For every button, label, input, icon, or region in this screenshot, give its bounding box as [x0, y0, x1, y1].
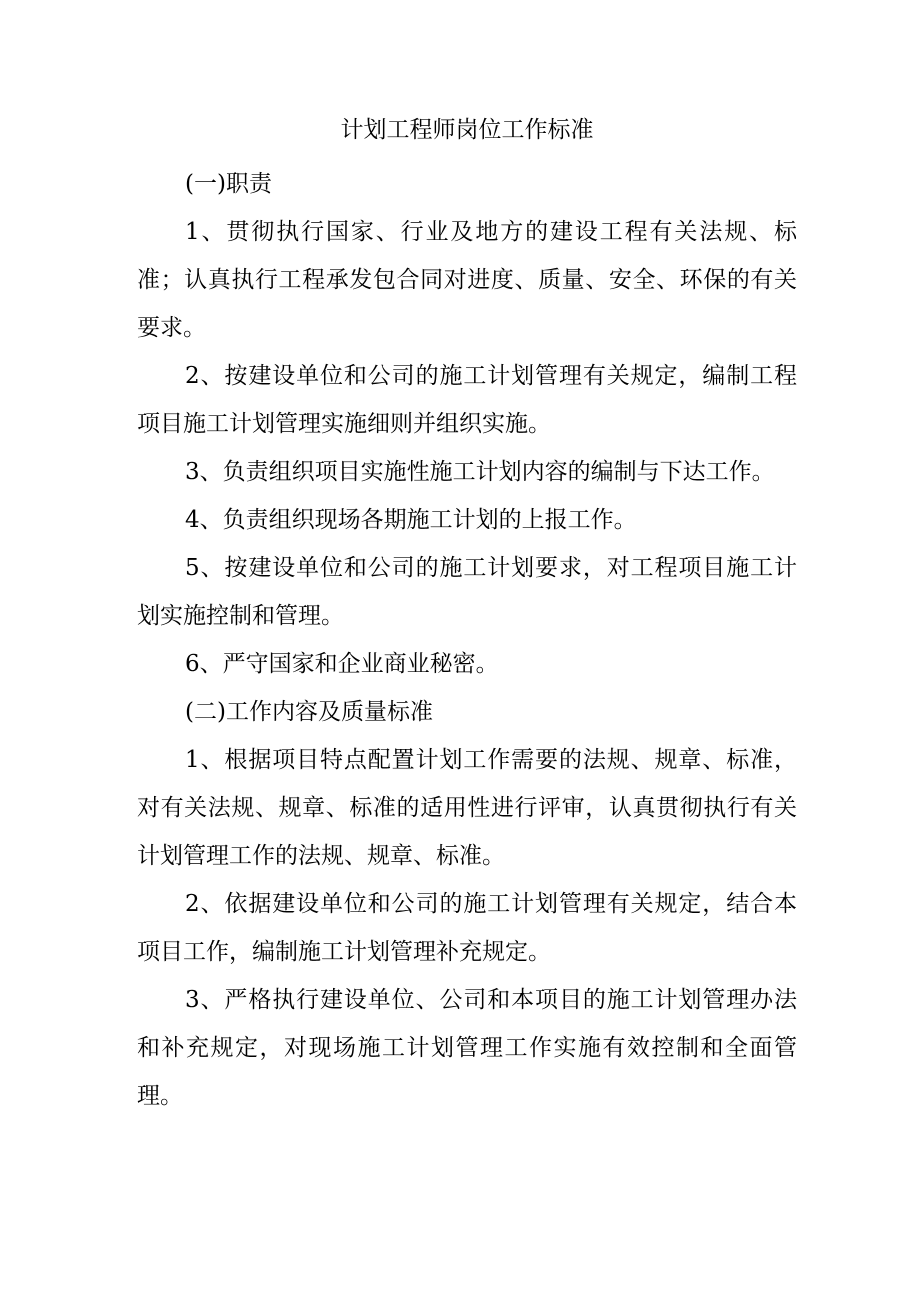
paragraph: 4、负责组织现场各期施工计划的上报工作。: [185, 507, 637, 533]
paragraph: 2、按建设单位和公司的施工计划管理有关规定，编制工程项目施工计划管理实施细则并组织实施。: [137, 363, 797, 437]
paragraph: 3、负责组织项目实施性施工计划内容的编制与下达工作。: [185, 459, 775, 485]
section-heading: (一)职责: [185, 171, 272, 197]
paragraph: 2、依据建设单位和公司的施工计划管理有关规定，结合本项目工作，编制施工计划管理补充规定。: [137, 891, 797, 965]
section-heading: (二)工作内容及质量标准: [185, 699, 433, 725]
document-title: 计划工程师岗位工作标准: [340, 117, 594, 143]
paragraph: 5、按建设单位和公司的施工计划要求，对工程项目施工计划实施控制和管理。: [137, 555, 797, 629]
paragraph: 1、根据项目特点配置计划工作需要的法规、规章、标准，对有关法规、规章、标准的适用性进行评审，认真贯彻执行有关计划管理工作的法规、规章、标准。: [137, 747, 797, 869]
section-responsibilities: [137, 160, 797, 688]
section-work-content: [137, 688, 797, 1120]
paragraph: 6、严守国家和企业商业秘密。: [185, 651, 499, 677]
paragraph: 1、贯彻执行国家、行业及地方的建设工程有关法规、标准；认真执行工程承发包合同对进度、质量、安全、环保的有关要求。: [137, 219, 797, 341]
paragraph: 3、严格执行建设单位、公司和本项目的施工计划管理办法和补充规定，对现场施工计划管理工作实施有效控制和全面管理。: [137, 987, 797, 1109]
document-page: [137, 112, 797, 1120]
